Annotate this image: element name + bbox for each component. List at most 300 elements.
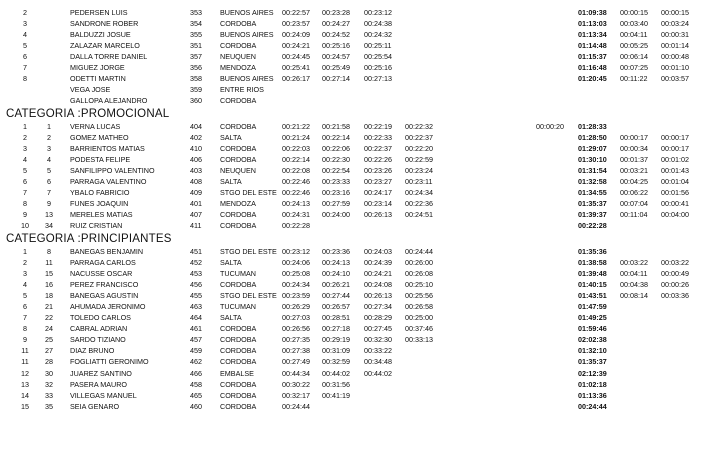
lap-1-time-cell: 00:21:24: [282, 133, 310, 142]
lap-3-time-cell: 00:28:29: [364, 313, 392, 323]
table-row: [0, 198, 714, 209]
lap-2-time-cell: 00:27:14: [322, 74, 350, 84]
lap-2-time-cell: 00:29:19: [322, 335, 350, 345]
table-row: [0, 323, 714, 334]
city-cell: CORDOBA: [220, 121, 257, 131]
category-position-cell: 32: [45, 379, 53, 389]
gap-first-cell: 00:03:21: [620, 166, 648, 176]
lap-2-time-cell: 00:44:02: [322, 368, 350, 378]
position-cell: 6: [23, 302, 27, 312]
lap-4-time-cell: 00:26:08: [405, 269, 433, 279]
lap-1-time-cell: 00:23:12: [282, 246, 310, 256]
category-position-cell: 4: [47, 155, 51, 165]
city-cell: ENTRE RIOS: [220, 85, 264, 95]
city-cell: STGO DEL ESTE: [220, 246, 277, 256]
gap-first-cell: 00:00:15: [620, 8, 648, 17]
lap-1-time-cell: 00:22:46: [282, 177, 310, 187]
lap-4-time-cell: 00:24:44: [405, 246, 433, 256]
city-cell: SALTA: [220, 133, 242, 142]
rider-name-cell: GALLOPA ALEJANDRO: [70, 96, 148, 106]
bib-number-cell: 359: [190, 85, 202, 95]
city-cell: SALTA: [220, 258, 242, 267]
rider-name-cell: JUAREZ SANTINO: [70, 368, 132, 378]
rider-name-cell: GOMEZ MATHEO: [70, 133, 129, 142]
rider-name-cell: TOLEDO CARLOS: [70, 313, 131, 323]
bib-number-cell: 360: [190, 96, 202, 106]
lap-3-time-cell: 00:26:13: [364, 291, 392, 301]
table-row: [0, 7, 714, 18]
rider-name-cell: BANEGAS AGUSTIN: [70, 291, 139, 301]
total-time-cell: 01:09:38: [578, 8, 607, 17]
lap-4-time-cell: 00:22:32: [405, 121, 433, 131]
rider-name-cell: ODETTI MARTIN: [70, 74, 126, 84]
lap-1-time-cell: 00:24:21: [282, 41, 310, 51]
lap-3-time-cell: 00:24:08: [364, 280, 392, 290]
table-row: [0, 220, 714, 231]
city-cell: STGO DEL ESTE: [220, 188, 277, 198]
bib-number-cell: 460: [190, 401, 202, 411]
bib-number-cell: 464: [190, 313, 202, 323]
position-cell: 5: [23, 166, 27, 176]
rider-name-cell: YBALO FABRICIO: [70, 188, 130, 198]
table-row: [0, 312, 714, 323]
gap-previous-cell: 00:01:43: [661, 166, 689, 176]
table-row: [0, 246, 714, 257]
table-row: [0, 73, 714, 84]
lap-1-time-cell: 00:23:59: [282, 291, 310, 301]
lap-4-time-cell: 00:37:46: [405, 324, 433, 334]
city-cell: CORDOBA: [220, 324, 257, 334]
lap-4-time-cell: 00:25:56: [405, 291, 433, 301]
city-cell: CORDOBA: [220, 19, 257, 29]
bib-number-cell: 357: [190, 52, 202, 62]
category-position-cell: 7: [47, 188, 51, 198]
city-cell: TUCUMAN: [220, 302, 256, 312]
position-cell: 2: [23, 8, 27, 17]
rider-name-cell: BANEGAS BENJAMIN: [70, 246, 144, 256]
gap-previous-cell: 00:00:48: [661, 52, 689, 62]
gap-first-cell: 00:03:40: [620, 19, 648, 29]
gap-first-cell: 00:07:04: [620, 199, 648, 209]
table-row: [0, 257, 714, 268]
bib-number-cell: 466: [190, 368, 202, 378]
total-time-cell: 01:38:58: [578, 258, 607, 267]
rider-name-cell: SANDRONE ROBER: [70, 19, 139, 29]
position-cell: 10: [21, 221, 29, 231]
lap-1-time-cell: 00:22:46: [282, 188, 310, 198]
total-time-cell: 01:13:36: [578, 390, 607, 400]
table-row: [0, 121, 714, 132]
table-row: [0, 401, 714, 412]
lap-3-time-cell: 00:23:14: [364, 199, 392, 209]
lap-2-time-cell: 00:31:56: [322, 379, 350, 389]
table-row: [0, 290, 714, 301]
table-row: [0, 51, 714, 62]
rider-name-cell: ZALAZAR MARCELO: [70, 41, 140, 51]
lap-4-time-cell: 00:22:37: [405, 133, 433, 142]
lap-2-time-cell: 00:24:57: [322, 52, 350, 62]
lap-3-time-cell: 00:32:30: [364, 335, 392, 345]
lap-1-time-cell: 00:25:41: [282, 63, 310, 73]
gap-previous-cell: 00:01:04: [661, 177, 689, 187]
city-cell: CORDOBA: [220, 96, 257, 106]
total-time-cell: 01:14:48: [578, 41, 607, 51]
total-time-cell: 01:28:33: [578, 121, 607, 131]
total-time-cell: 01:13:34: [578, 30, 607, 40]
gap-previous-cell: 00:00:31: [661, 30, 689, 40]
position-cell: 14: [21, 390, 29, 400]
bib-number-cell: 463: [190, 302, 202, 312]
total-time-cell: 01:02:18: [578, 379, 607, 389]
bib-number-cell: 411: [190, 221, 202, 231]
rider-name-cell: PEREZ FRANCISCO: [70, 280, 139, 290]
rider-name-cell: BARRIENTOS MATIAS: [70, 144, 145, 154]
table-row: [0, 368, 714, 379]
lap-2-time-cell: 00:22:14: [322, 133, 350, 142]
position-cell: 6: [23, 177, 27, 187]
lap-4-time-cell: 00:26:58: [405, 302, 433, 312]
lap-1-time-cell: 00:22:08: [282, 166, 310, 176]
category-position-cell: 5: [47, 166, 51, 176]
category-position-cell: 25: [45, 335, 53, 345]
bib-number-cell: 407: [190, 210, 202, 220]
gap-first-cell: 00:05:25: [620, 41, 648, 51]
category-position-cell: 24: [45, 324, 53, 334]
total-time-cell: 01:31:54: [578, 166, 607, 176]
table-row: [0, 62, 714, 73]
lap-1-time-cell: 00:27:49: [282, 357, 310, 367]
lap-3-time-cell: 00:24:21: [364, 269, 392, 279]
position-cell: 7: [23, 313, 27, 323]
category-position-cell: 30: [45, 368, 53, 378]
category-position-cell: 9: [47, 199, 51, 209]
category-title: CATEGORIA :PRINCIPIANTES: [6, 233, 172, 246]
bib-number-cell: 356: [190, 63, 202, 73]
city-cell: CORDOBA: [220, 401, 257, 411]
gap-first-cell: 00:04:11: [620, 30, 648, 40]
rider-name-cell: SANFILIPPO VALENTINO: [70, 166, 155, 176]
total-time-cell: 01:35:36: [578, 246, 607, 256]
gap-first-cell: 00:08:14: [620, 291, 648, 301]
rider-name-cell: BALDUZZI JOSUE: [70, 30, 131, 40]
rider-name-cell: VILLEGAS MANUEL: [70, 390, 137, 400]
table-row: [0, 84, 714, 95]
rider-name-cell: MIGUEZ JORGE: [70, 63, 125, 73]
category-position-cell: 21: [45, 302, 53, 312]
lap-3-time-cell: 00:24:17: [364, 188, 392, 198]
gap-first-cell: 00:11:22: [620, 74, 648, 84]
table-row: [0, 187, 714, 198]
rider-name-cell: PASERA MAURO: [70, 379, 127, 389]
position-cell: 4: [23, 30, 27, 40]
city-cell: BUENOS AIRES: [220, 30, 274, 40]
bib-number-cell: 410: [190, 144, 202, 154]
table-row: [0, 40, 714, 51]
lap-1-time-cell: 00:24:09: [282, 30, 310, 40]
total-time-cell: 01:34:55: [578, 188, 607, 198]
table-row: [0, 356, 714, 367]
rider-name-cell: SEIA GENARO: [70, 401, 120, 411]
bib-number-cell: 401: [190, 199, 202, 209]
category-position-cell: 27: [45, 346, 53, 356]
rider-name-cell: PODESTA FELIPE: [70, 155, 131, 165]
lap-2-time-cell: 00:22:54: [322, 166, 350, 176]
total-time-cell: 01:35:37: [578, 357, 607, 367]
bib-number-cell: 403: [190, 166, 202, 176]
lap-1-time-cell: 00:27:38: [282, 346, 310, 356]
bib-number-cell: 408: [190, 177, 202, 187]
bib-number-cell: 465: [190, 390, 202, 400]
total-time-cell: 01:43:51: [578, 291, 607, 301]
bib-number-cell: 409: [190, 188, 202, 198]
table-row: [0, 154, 714, 165]
rider-name-cell: DALLA TORRE DANIEL: [70, 52, 148, 62]
bib-number-cell: 353: [190, 8, 202, 17]
position-cell: 5: [23, 41, 27, 51]
gap-first-cell: 00:04:38: [620, 280, 648, 290]
total-time-cell: 00:24:44: [578, 401, 607, 411]
category-position-cell: 18: [45, 291, 53, 301]
lap-2-time-cell: 00:23:16: [322, 188, 350, 198]
lap-4-time-cell: 00:25:00: [405, 313, 433, 323]
position-cell: 9: [23, 210, 27, 220]
city-cell: SALTA: [220, 177, 242, 187]
lap-3-time-cell: 00:44:02: [364, 368, 392, 378]
lap-1-time-cell: 00:24:34: [282, 280, 310, 290]
city-cell: EMBALSE: [220, 368, 254, 378]
lap-1-time-cell: 00:22:03: [282, 144, 310, 154]
category-title: CATEGORIA :PROMOCIONAL: [6, 108, 170, 121]
table-row: [0, 95, 714, 106]
gap-previous-cell: 00:03:57: [661, 74, 689, 84]
total-time-cell: 01:32:58: [578, 177, 607, 187]
rider-name-cell: SARDO TIZIANO: [70, 335, 126, 345]
position-cell: 5: [23, 291, 27, 301]
lap-1-time-cell: 00:22:28: [282, 221, 310, 231]
total-time-cell: 01:16:48: [578, 63, 607, 73]
gap-first-cell: 00:04:11: [620, 269, 648, 279]
bib-number-cell: 455: [190, 291, 202, 301]
gap-first-cell: 00:00:34: [620, 144, 648, 154]
lap-4-time-cell: 00:22:36: [405, 199, 433, 209]
bib-number-cell: 351: [190, 41, 202, 51]
rider-name-cell: DIAZ BRUNO: [70, 346, 115, 356]
gap-previous-cell: 00:00:15: [661, 8, 689, 17]
gap-previous-cell: 00:03:36: [661, 291, 689, 301]
lap-4-time-cell: 00:25:10: [405, 280, 433, 290]
lap-3-time-cell: 00:24:32: [364, 30, 392, 40]
gap-previous-cell: 00:04:00: [661, 210, 689, 220]
category-position-cell: 33: [45, 390, 53, 400]
rider-name-cell: VEGA JOSE: [70, 85, 111, 95]
rider-name-cell: FUNES JOAQUIN: [70, 199, 129, 209]
bib-number-cell: 404: [190, 121, 202, 131]
rider-name-cell: CABRAL ADRIAN: [70, 324, 128, 334]
category-position-cell: 15: [45, 269, 53, 279]
lap-2-time-cell: 00:32:59: [322, 357, 350, 367]
city-cell: NEUQUEN: [220, 52, 256, 62]
gap-first-cell: 00:03:22: [620, 258, 648, 267]
position-cell: 12: [21, 368, 29, 378]
lap-2-time-cell: 00:41:19: [322, 390, 350, 400]
gap-previous-cell: 00:00:26: [661, 280, 689, 290]
lap-3-time-cell: 00:23:12: [364, 8, 392, 17]
position-cell: 9: [23, 335, 27, 345]
city-cell: CORDOBA: [220, 210, 257, 220]
city-cell: CORDOBA: [220, 335, 257, 345]
lap-3-time-cell: 00:22:19: [364, 121, 392, 131]
category-position-cell: 34: [45, 221, 53, 231]
gap-previous-cell: 00:03:24: [661, 19, 689, 29]
bib-number-cell: 354: [190, 19, 202, 29]
total-time-cell: 01:20:45: [578, 74, 607, 84]
position-cell: 2: [23, 258, 27, 267]
lap-1-time-cell: 00:27:35: [282, 335, 310, 345]
lap-4-time-cell: 00:33:13: [405, 335, 433, 345]
total-time-cell: 01:49:25: [578, 313, 607, 323]
table-row: [0, 279, 714, 290]
total-time-cell: 01:32:10: [578, 346, 607, 356]
lap-3-time-cell: 00:25:16: [364, 63, 392, 73]
total-time-cell: 01:47:59: [578, 302, 607, 312]
lap-2-time-cell: 00:23:36: [322, 246, 350, 256]
rider-name-cell: VERNA LUCAS: [70, 121, 121, 131]
position-cell: 2: [23, 133, 27, 142]
table-row: [0, 176, 714, 187]
city-cell: CORDOBA: [220, 155, 257, 165]
lap-3-time-cell: 00:26:13: [364, 210, 392, 220]
lap-2-time-cell: 00:24:00: [322, 210, 350, 220]
city-cell: NEUQUEN: [220, 166, 256, 176]
bib-number-cell: 406: [190, 155, 202, 165]
table-row: [0, 334, 714, 345]
category-position-cell: 6: [47, 177, 51, 187]
lap-1-time-cell: 00:26:29: [282, 302, 310, 312]
gap-previous-cell: 00:01:14: [661, 41, 689, 51]
table-row: [0, 143, 714, 154]
position-cell: 15: [21, 401, 29, 411]
position-cell: 8: [23, 199, 27, 209]
position-cell: 11: [21, 357, 29, 367]
bib-number-cell: 456: [190, 280, 202, 290]
position-cell: 4: [23, 280, 27, 290]
gap-previous-cell: 00:00:41: [661, 199, 689, 209]
city-cell: TUCUMAN: [220, 269, 256, 279]
rider-name-cell: PARRAGA CARLOS: [70, 258, 136, 267]
lap-1-time-cell: 00:24:45: [282, 52, 310, 62]
gap-first-cell: 00:01:37: [620, 155, 648, 165]
bib-number-cell: 458: [190, 379, 202, 389]
lap-1-time-cell: 00:30:22: [282, 379, 310, 389]
lap-2-time-cell: 00:31:09: [322, 346, 350, 356]
total-time-cell: 01:39:48: [578, 269, 607, 279]
lap-2-time-cell: 00:22:30: [322, 155, 350, 165]
total-time-cell: 01:39:37: [578, 210, 607, 220]
position-cell: 3: [23, 144, 27, 154]
city-cell: MENDOZA: [220, 63, 256, 73]
penalty-cell: 00:00:20: [536, 121, 564, 131]
gap-first-cell: 00:04:25: [620, 177, 648, 187]
lap-1-time-cell: 00:44:34: [282, 368, 310, 378]
lap-4-time-cell: 00:23:24: [405, 166, 433, 176]
bib-number-cell: 461: [190, 324, 202, 334]
lap-2-time-cell: 00:24:10: [322, 269, 350, 279]
city-cell: CORDOBA: [220, 221, 257, 231]
city-cell: BUENOS AIRES: [220, 74, 274, 84]
lap-1-time-cell: 00:24:06: [282, 258, 310, 267]
lap-1-time-cell: 00:23:57: [282, 19, 310, 29]
lap-3-time-cell: 00:23:26: [364, 166, 392, 176]
rider-name-cell: NACUSSE OSCAR: [70, 269, 133, 279]
bib-number-cell: 459: [190, 346, 202, 356]
position-cell: 7: [23, 63, 27, 73]
position-cell: 1: [23, 121, 27, 131]
bib-number-cell: 451: [190, 246, 202, 256]
lap-4-time-cell: 00:24:34: [405, 188, 433, 198]
position-cell: 13: [21, 379, 29, 389]
position-cell: 1: [23, 246, 27, 256]
gap-previous-cell: 00:01:10: [661, 63, 689, 73]
total-time-cell: 01:30:10: [578, 155, 607, 165]
gap-first-cell: 00:00:17: [620, 133, 648, 142]
city-cell: SALTA: [220, 313, 242, 323]
position-cell: 3: [23, 269, 27, 279]
bib-number-cell: 453: [190, 269, 202, 279]
table-row: [0, 390, 714, 401]
rider-name-cell: PARRAGA VALENTINO: [70, 177, 147, 187]
lap-3-time-cell: 00:27:13: [364, 74, 392, 84]
lap-3-time-cell: 00:24:39: [364, 258, 392, 267]
city-cell: STGO DEL ESTE: [220, 291, 277, 301]
lap-1-time-cell: 00:24:44: [282, 401, 310, 411]
lap-3-time-cell: 00:27:45: [364, 324, 392, 334]
table-row: [0, 268, 714, 279]
lap-3-time-cell: 00:23:27: [364, 177, 392, 187]
total-time-cell: 02:12:39: [578, 368, 607, 378]
rider-name-cell: MERELES MATIAS: [70, 210, 133, 220]
total-time-cell: 00:22:28: [578, 221, 607, 231]
lap-1-time-cell: 00:26:56: [282, 324, 310, 334]
lap-2-time-cell: 00:25:49: [322, 63, 350, 73]
total-time-cell: 01:59:46: [578, 324, 607, 334]
lap-2-time-cell: 00:24:27: [322, 19, 350, 29]
position-cell: 7: [23, 188, 27, 198]
bib-number-cell: 457: [190, 335, 202, 345]
table-row: [0, 209, 714, 220]
lap-2-time-cell: 00:27:59: [322, 199, 350, 209]
category-position-cell: 35: [45, 401, 53, 411]
bib-number-cell: 452: [190, 258, 202, 267]
rider-name-cell: RUIZ CRISTIAN: [70, 221, 123, 231]
lap-2-time-cell: 00:26:57: [322, 302, 350, 312]
gap-first-cell: 00:06:22: [620, 188, 648, 198]
category-position-cell: 1: [47, 121, 51, 131]
category-position-cell: 22: [45, 313, 53, 323]
lap-1-time-cell: 00:24:31: [282, 210, 310, 220]
lap-2-time-cell: 00:22:06: [322, 144, 350, 154]
lap-2-time-cell: 00:25:16: [322, 41, 350, 51]
bib-number-cell: 402: [190, 133, 202, 142]
lap-3-time-cell: 00:27:34: [364, 302, 392, 312]
category-position-cell: 3: [47, 144, 51, 154]
total-time-cell: 01:15:37: [578, 52, 607, 62]
city-cell: CORDOBA: [220, 390, 257, 400]
lap-1-time-cell: 00:21:22: [282, 121, 310, 131]
gap-previous-cell: 00:00:17: [661, 144, 689, 154]
lap-1-time-cell: 00:27:03: [282, 313, 310, 323]
table-row: [0, 345, 714, 356]
lap-3-time-cell: 00:22:26: [364, 155, 392, 165]
